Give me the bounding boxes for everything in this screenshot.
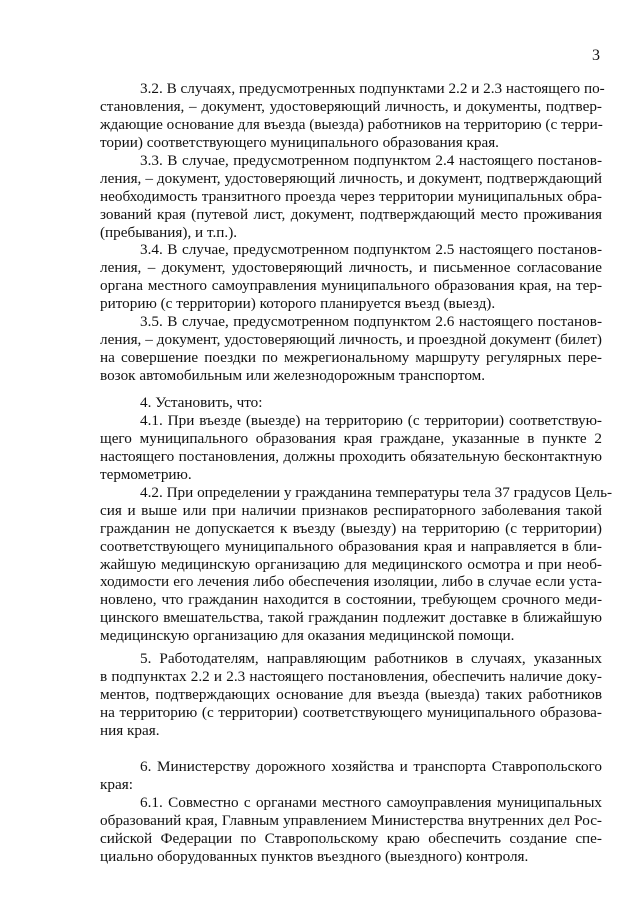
text-line: возок автомобильным или железнодорожным транспортом. — [100, 366, 486, 384]
text-line: 4.1. При въезде (выезде) на территорию (с территории) соответствую- — [140, 412, 602, 429]
text-line: ментов, подтверждающих основание для въезда (выезда) таких работников — [100, 685, 602, 703]
text-line: 3.5. В случае, предусмотренном подпунктом 2.6 настоящего постанов- — [140, 313, 602, 330]
text-line: жайшую медицинскую организацию для медицинского осмотра и при необ- — [100, 555, 602, 573]
text-line: ждающие основание для въезда (выезда) работников на территорию (с терри- — [100, 115, 603, 133]
text-line: зований края (путевой лист, документ, подтверждающий место проживания — [100, 205, 602, 223]
text-line: 3.2. В случаях, предусмотренных подпунктами 2.2 и 2.3 настоящего по- — [140, 80, 605, 97]
text-line: на совершение поездки по межрегиональному маршруту регулярных пере- — [100, 348, 602, 366]
text-line: ния края. — [100, 721, 160, 739]
paragraph-3-5 — [100, 313, 602, 385]
paragraph-4-2 — [100, 484, 613, 645]
text-line: циально оборудованных пунктов въездного (выездного) контроля. — [100, 847, 529, 865]
text-line: становления, – документ, удостоверяющий личность, и документы, подтвер- — [100, 97, 602, 115]
text-line: новлено, что гражданин находится в состоянии, требующем срочного меди- — [100, 591, 602, 609]
text-line: края: — [100, 775, 133, 793]
text-line: соответствующего муниципального образования края и направляется в бли- — [100, 537, 602, 555]
text-line: органа местного самоуправления муниципального образования края, на тер- — [100, 276, 602, 294]
text-line: ления, – документ, удостоверяющий личность, и проездной документ (билет) — [100, 330, 602, 348]
text-line: 6. Министерству дорожного хозяйства и транспорта Ставропольского — [140, 758, 602, 775]
text-line: сийской Федерации по Ставропольскому краю обеспечить создание спе- — [100, 829, 602, 847]
text-line: настоящего постановления, должны проходить обязательную бесконтактную — [100, 447, 602, 465]
paragraph-3-2 — [100, 80, 605, 152]
text-line: медицинскую организацию для оказания медицинской помощи. — [100, 627, 515, 645]
paragraph-6-1 — [100, 794, 602, 866]
text-line: 3.3. В случае, предусмотренном подпунктом 2.4 настоящего постанов- — [140, 152, 602, 169]
text-line: 4. Установить, что: — [140, 394, 263, 411]
text-line: ходимости его лечения либо обеспечения изоляции, либо в случае если уста- — [100, 573, 602, 591]
text-line: гражданин не допускается к въезду (выезду) на территорию (с территории) — [100, 519, 602, 537]
paragraph-3-4 — [100, 241, 602, 313]
text-line: на территорию (с территории) соответствующего муниципального образова- — [100, 703, 602, 721]
text-line: необходимость транзитного проезда через территории муниципальных обра- — [100, 187, 602, 205]
paragraph-5 — [100, 650, 602, 739]
paragraph-6 — [100, 758, 602, 794]
text-line: щего муниципального образования края граждане, указанные в пункте 2 — [100, 429, 602, 447]
text-line: тории) соответствующего муниципального образования края. — [100, 133, 499, 151]
text-line: риторию (с территории) которого планируется въезд (выезд). — [100, 294, 496, 312]
text-line: цинского вмешательства, такой гражданин подлежит доставке в ближайшую — [100, 609, 602, 627]
text-line: в подпунктах 2.2 и 2.3 настоящего постановления, обеспечить наличие доку- — [100, 667, 602, 685]
text-line: 5. Работодателям, направляющим работников в случаях, указанных — [140, 650, 602, 667]
text-line: ления, – документ, удостоверяющий личность, и письменное согласование — [100, 258, 602, 276]
text-line: сия и выше или при наличии признаков респираторного заболевания такой — [100, 501, 602, 519]
text-line: образований края, Главным управлением Министерства внутренних дел Рос- — [100, 811, 602, 829]
text-line: 4.2. При определении у гражданина температуры тела 37 градусов Цель- — [140, 484, 613, 501]
text-line: 6.1. Совместно с органами местного самоуправления муниципальных — [140, 794, 602, 811]
paragraph-4 — [100, 394, 602, 412]
text-line: 3.4. В случае, предусмотренном подпунктом 2.5 настоящего постанов- — [140, 241, 602, 258]
text-line: ления, – документ, удостоверяющий личность, и документ, подтверждающий — [100, 169, 602, 187]
text-line: (пребывания), и т.п.). — [100, 223, 238, 241]
paragraph-3-3 — [100, 152, 602, 241]
page-number: 3 — [592, 47, 600, 64]
paragraph-4-1 — [100, 412, 602, 484]
text-line: термометрию. — [100, 465, 192, 483]
